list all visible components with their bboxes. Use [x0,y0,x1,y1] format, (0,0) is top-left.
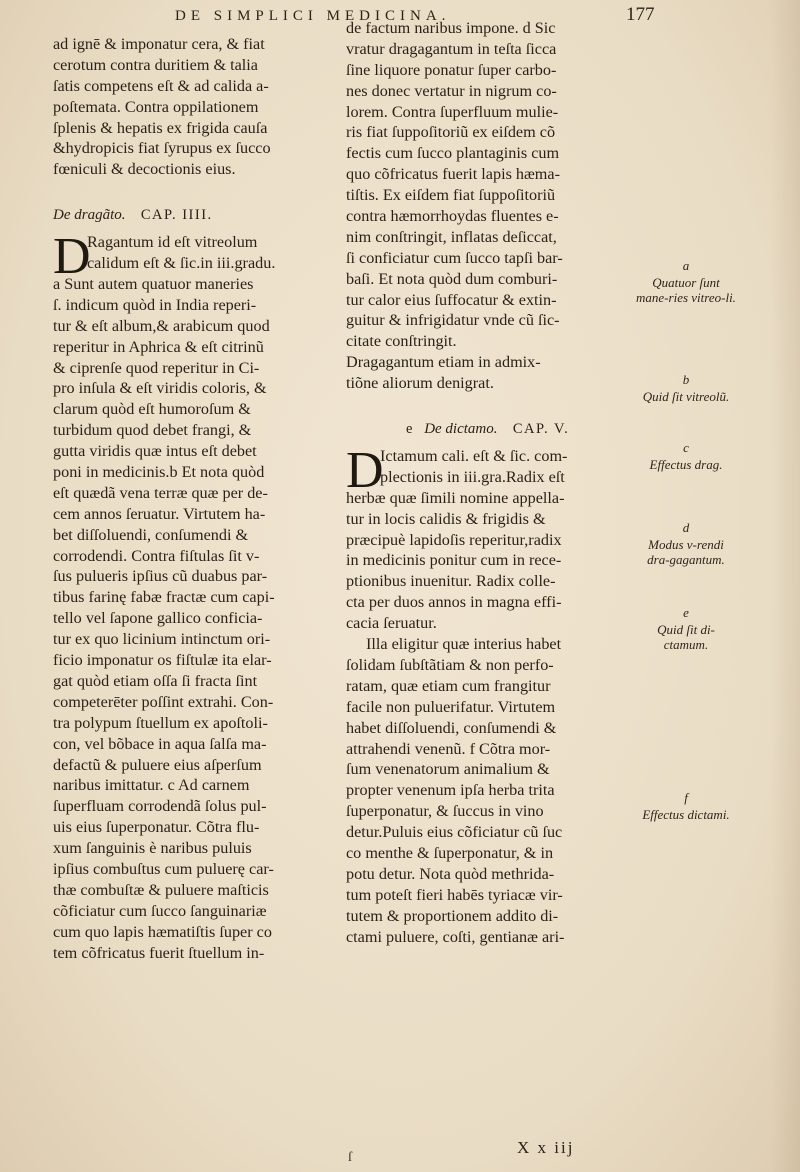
right-lines-initial [346,446,636,488]
text-line: Dragagantum etiam in admix- [346,353,541,372]
text-line: competerēter poſſint extrahi. Con- [53,692,274,711]
catchword: ſ [348,1150,352,1165]
chapter-body-dictamum [346,442,636,947]
right-column [346,18,636,947]
text-line: ſatis competens eſt & ad calida a- [53,76,269,95]
text-line: eſt quædã vena terræ quæ per de- [53,483,268,502]
text-line: contra hæmorrhoydas fluentes e- [346,207,559,226]
text-line: a Sunt autem quatuor maneries [53,275,254,294]
text-line: ratam, quæ etiam cum frangitur [346,676,551,695]
text-line: tur & eſt album,& arabicum quod [53,316,270,335]
text-line: thæ combuſtæ & puluere maſticis [53,880,269,899]
margin-note-text: Quatuor ſunt mane-ries vitreo-li. [636,275,736,305]
text-line: tra polypum ſtuellum ex apoſtoli- [53,713,268,732]
text-line: de factum naribus impone. d Sic [346,19,556,37]
margin-note [636,790,736,822]
text-line: bet diſſoluendi, conſumendi & [53,525,249,544]
text-line: ptionibus inuenitur. Radix colle- [346,572,556,591]
text-line: in medicinis ponitur cum in rece- [346,551,562,570]
text-line: ſplenis & hepatis ex frigida cauſa [53,118,268,137]
text-line: tiõne aliorum denigrat. [346,374,494,393]
text-line: propter venenum ipſa herba trita [346,781,555,800]
text-line: tur ex quo licinium intinctum ori- [53,630,271,649]
text-line: facile non puluerifatur. Virtutem [346,697,556,716]
chapter-body-dragagantum [53,228,343,963]
drop-cap-initial: D [346,442,384,500]
text-line: præcipuè lapidoſis reperitur,radix [346,530,562,549]
text-line: reperitur in Aphrica & eſt citrinũ [53,337,264,356]
text-line: pro inſula & eſt viridis coloris, & [53,379,267,398]
margin-note-key: f [684,790,688,805]
margin-note [636,258,736,305]
text-line: cacia ſeruatur. [346,614,437,633]
text-line: fœniculi & decoctionis eius. [53,160,236,179]
text-line: turbidum quod debet frangi, & [53,421,252,440]
text-line: corrodendi. Contra fiſtulas ſit v- [53,546,260,565]
margin-note [636,605,736,652]
text-line: tur in locis calidis & frigidis & [346,509,546,528]
text-line: ſolidam ſubſtãtiam & non perfo- [346,655,554,674]
text-line: plectionis in iii.gra.Radix eſt [380,467,565,486]
text-line: tur calor eius ſuffocatur & extin- [346,290,557,309]
text-line: clarum quòd eſt humoroſum & [53,400,251,419]
text-line: Illa eligitur quæ interius habet [366,635,562,654]
page-number: 177 [626,4,655,25]
right-lines-para [346,634,636,947]
chapter-heading-dictamum [346,412,636,446]
text-line: cta per duos annos in magna effi- [346,593,562,612]
text-line: vratur dragagantum in teſta ſicca [346,39,557,58]
drop-cap-initial: D [53,228,91,286]
text-line: tutem & proportionem addito di- [346,906,559,925]
text-line: gutta viridis quæ intus eſt debet [53,442,257,461]
page-fold-shadow [770,0,800,1172]
text-line: attrahendi venenũ. f Cõtra mor- [346,739,551,758]
text-line: &hydropicis fiat ſyrupus ex ſucco [53,139,271,158]
margin-note-key: e [683,605,689,620]
text-line: fectis cum ſucco plantaginis cum [346,144,560,163]
text-line: habet diſſoluendi, conſumendi & [346,718,557,737]
chapter-marker: e [406,421,414,438]
text-line: defactũ & puluere eius aſperſum [53,755,262,774]
text-line: ſine liquore ponatur ſuper carbo- [346,60,557,79]
text-line: co menthe & ſuperponatur, & in [346,843,554,862]
margin-note [636,520,736,567]
text-line: ficio imponatur os fiſtulæ ita elar- [53,651,272,670]
margin-note-key: b [682,372,690,387]
text-line: nim conſtringit, inflatas deſiccat, [346,227,557,246]
margin-note [636,440,736,472]
text-line: ſi conficiatur cum ſucco tapſi bar- [346,248,563,267]
text-line: ſum venenatorum animalium & [346,760,550,779]
text-line: ad ignē & imponatur cera, & fiat [53,35,265,53]
right-lines-main [346,488,636,634]
margin-note-text: Effectus dictami. [642,807,730,822]
text-line: cõficiatur cum ſucco ſanguinariæ [53,901,267,920]
text-line: cerotum contra duritiem & talia [53,55,258,74]
text-line: con, vel bõbace in aqua ſalſa ma- [53,734,267,753]
text-line: Ictamum cali. eſt & ſic. com- [380,447,568,466]
margin-note-text: Modus v-rendi dra-gagantum. [647,537,725,567]
text-line: potu detur. Nota quòd methrida- [346,864,555,883]
text-line: citate conſtringit. [346,332,457,351]
text-line: tem cõfricatus fuerit ſtuellum in- [53,943,265,962]
text-line: calidum eſt & ſic.in iii.gradu. [87,254,276,273]
margin-note-text: Quid ſit di-ctamum. [657,622,715,652]
text-line: ſ. indicum quòd in India reperi- [53,295,257,314]
text-line: ipſius combuſtus cum puluerę car- [53,859,274,878]
text-line: poſtemata. Contra oppilationem [53,97,259,116]
text-line: herbæ quæ ſimili nomine appella- [346,488,565,507]
chapter-number: CAP. V. [512,421,570,438]
text-line: quo cõfricatus fuerit lapis hæma- [346,165,560,184]
margin-note-key: a [682,258,690,273]
margin-note-key: c [683,440,689,455]
text-line: tiſtis. Ex eiſdem fiat ſuppoſitoriũ [346,186,556,205]
margin-note-text: Effectus drag. [649,457,723,472]
text-line: detur.Puluis eius cõficiatur cũ ſuc [346,823,563,842]
margin-note-text: Quid ſit vitreolũ. [642,389,730,404]
chapter-number: CAP. IIII. [140,207,213,224]
text-line: ctami puluere, coſti, gentianæ ari- [346,927,565,946]
text-line: uis eius ſuperponatur. Cõtra flu- [53,818,260,837]
text-line: & ciprenſe quod reperitur in Ci- [53,358,260,377]
margin-note [636,372,736,404]
left-column [53,34,343,963]
chapter-title: De dragãto. [53,207,126,224]
text-line: gat quòd etiam oſſa ſi fracta ſint [53,671,258,690]
text-line: nes donec vertatur in nigrum co- [346,81,557,100]
text-line: poni in medicinis.b Et nota quòd [53,463,265,482]
text-line: lorem. Contra ſuperfluum mulie- [346,102,559,121]
text-line: naribus imittatur. c Ad carnem [53,776,250,795]
text-line: cem annos ſeruatur. Virtutem ha- [53,504,266,523]
text-line: baſi. Et nota quòd dum comburi- [346,269,558,288]
text-line: ſuperfluam corrodendã ſolus pul- [53,797,267,816]
text-line: ſuperponatur, & ſuccus in vino [346,802,544,821]
text-line: tum poteſt fieri habēs tyriacæ vir- [346,885,563,904]
signature-mark: X x iij [517,1138,575,1157]
text-line: Ragantum id eſt vitreolum [87,233,258,252]
text-line: tibus farinę fabæ fractæ cum capi- [53,588,275,607]
running-title: DE SIMPLICI MEDICINA. [175,8,451,24]
margin-note-key: d [682,520,690,535]
text-line: ris fiat ſuppoſitoriũ ex eiſdem cõ [346,123,556,142]
right-lines-top [346,18,636,394]
left-lines-top [53,34,343,180]
chapter-title: De dictamo. [424,421,498,438]
text-line: tello vel ſapone gallico conficia- [53,609,263,628]
text-line: xum ſanguinis è naribus puluis [53,839,252,858]
text-line: cum quo lapis hæmatiſtis ſuper co [53,922,272,941]
left-lines-main [53,228,343,963]
chapter-heading-dragagantum [53,198,343,232]
text-line: guitur & infrigidatur vnde cũ ſic- [346,311,560,330]
text-line: ſus pulueris ipſius cũ duabus par- [53,567,268,586]
